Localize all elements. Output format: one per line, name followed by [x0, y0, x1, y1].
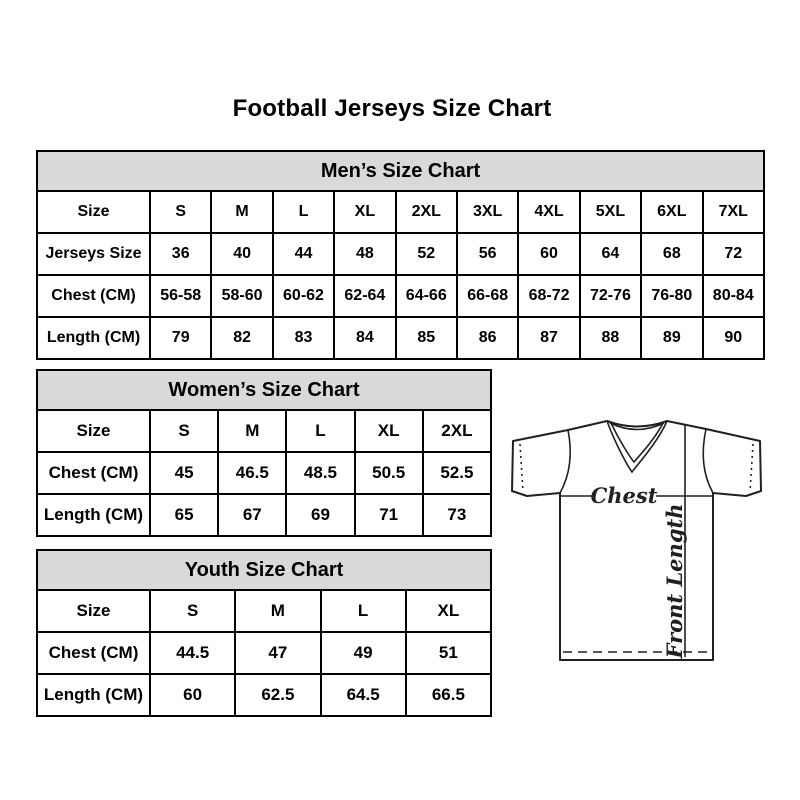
- men-value-cell: 86: [457, 317, 518, 359]
- chest-label: Chest: [590, 483, 658, 508]
- youth-data-row: [37, 674, 491, 716]
- youth-value-cell: 64.5: [321, 674, 406, 716]
- men-value-cell: 84: [334, 317, 395, 359]
- men-value-cell: 66-68: [457, 275, 518, 317]
- mens-size-table: [36, 150, 765, 360]
- men-size-column-header: 2XL: [396, 191, 457, 233]
- men-value-cell: 82: [211, 317, 272, 359]
- men-value-cell: 72-76: [580, 275, 641, 317]
- women-value-cell: 65: [150, 494, 218, 536]
- women-value-cell: 46.5: [218, 452, 286, 494]
- womens-size-table: [36, 369, 492, 537]
- men-value-cell: 56: [457, 233, 518, 275]
- women-row-label: Length (CM): [37, 494, 150, 536]
- youth-row-label: Chest (CM): [37, 632, 150, 674]
- jersey-measurement-diagram: [510, 414, 768, 664]
- men-value-cell: 89: [641, 317, 702, 359]
- women-value-cell: 45: [150, 452, 218, 494]
- women-value-cell: 50.5: [355, 452, 423, 494]
- men-size-column-header: XL: [334, 191, 395, 233]
- men-data-row: [37, 233, 764, 275]
- men-size-row-label: Size: [37, 191, 150, 233]
- women-size-column-header: M: [218, 410, 286, 452]
- men-data-row: [37, 317, 764, 359]
- men-value-cell: 64: [580, 233, 641, 275]
- men-value-cell: 88: [580, 317, 641, 359]
- men-row-label: Chest (CM): [37, 275, 150, 317]
- men-value-cell: 36: [150, 233, 211, 275]
- youth-table-title-row: [37, 550, 491, 590]
- youth-row-label: Length (CM): [37, 674, 150, 716]
- youth-table-title: Youth Size Chart: [37, 550, 491, 590]
- men-value-cell: 48: [334, 233, 395, 275]
- front-length-label: Front Length: [662, 503, 687, 659]
- youth-size-column-header: M: [235, 590, 320, 632]
- women-value-cell: 48.5: [286, 452, 354, 494]
- jersey-outline: [512, 421, 761, 660]
- page-title: Football Jerseys Size Chart: [232, 95, 552, 122]
- men-data-row: [37, 275, 764, 317]
- women-size-column-header: XL: [355, 410, 423, 452]
- youth-value-cell: 60: [150, 674, 235, 716]
- men-value-cell: 87: [518, 317, 579, 359]
- men-size-column-header: 5XL: [580, 191, 641, 233]
- men-value-cell: 60: [518, 233, 579, 275]
- men-table-title-row: [37, 151, 764, 191]
- men-value-cell: 68: [641, 233, 702, 275]
- women-value-cell: 71: [355, 494, 423, 536]
- women-size-column-header: L: [286, 410, 354, 452]
- men-value-cell: 52: [396, 233, 457, 275]
- youth-size-column-header: S: [150, 590, 235, 632]
- men-value-cell: 80-84: [703, 275, 764, 317]
- men-size-column-header: M: [211, 191, 272, 233]
- women-table-title-row: [37, 370, 491, 410]
- men-value-cell: 79: [150, 317, 211, 359]
- men-size-header-row: [37, 191, 764, 233]
- women-data-row: [37, 494, 491, 536]
- women-size-row-label: Size: [37, 410, 150, 452]
- men-value-cell: 72: [703, 233, 764, 275]
- men-size-column-header: 3XL: [457, 191, 518, 233]
- youth-size-column-header: L: [321, 590, 406, 632]
- women-value-cell: 69: [286, 494, 354, 536]
- youth-value-cell: 66.5: [406, 674, 491, 716]
- men-value-cell: 83: [273, 317, 334, 359]
- men-value-cell: 90: [703, 317, 764, 359]
- women-value-cell: 73: [423, 494, 491, 536]
- men-size-column-header: L: [273, 191, 334, 233]
- women-row-label: Chest (CM): [37, 452, 150, 494]
- women-size-column-header: S: [150, 410, 218, 452]
- men-table-title: Men’s Size Chart: [37, 151, 764, 191]
- youth-value-cell: 49: [321, 632, 406, 674]
- men-row-label: Length (CM): [37, 317, 150, 359]
- men-value-cell: 68-72: [518, 275, 579, 317]
- youth-value-cell: 44.5: [150, 632, 235, 674]
- women-value-cell: 52.5: [423, 452, 491, 494]
- women-data-row: [37, 452, 491, 494]
- jersey-illustration: [510, 414, 768, 664]
- women-size-column-header: 2XL: [423, 410, 491, 452]
- men-value-cell: 58-60: [211, 275, 272, 317]
- men-size-column-header: S: [150, 191, 211, 233]
- youth-size-header-row: [37, 590, 491, 632]
- men-value-cell: 62-64: [334, 275, 395, 317]
- men-size-column-header: 4XL: [518, 191, 579, 233]
- youth-value-cell: 62.5: [235, 674, 320, 716]
- youth-value-cell: 51: [406, 632, 491, 674]
- men-value-cell: 76-80: [641, 275, 702, 317]
- men-size-column-header: 6XL: [641, 191, 702, 233]
- men-row-label: Jerseys Size: [37, 233, 150, 275]
- youth-data-row: [37, 632, 491, 674]
- men-value-cell: 56-58: [150, 275, 211, 317]
- youth-size-table: [36, 549, 492, 717]
- men-value-cell: 60-62: [273, 275, 334, 317]
- women-value-cell: 67: [218, 494, 286, 536]
- youth-value-cell: 47: [235, 632, 320, 674]
- men-size-column-header: 7XL: [703, 191, 764, 233]
- youth-size-row-label: Size: [37, 590, 150, 632]
- men-value-cell: 85: [396, 317, 457, 359]
- women-size-header-row: [37, 410, 491, 452]
- men-value-cell: 40: [211, 233, 272, 275]
- women-table-title: Women’s Size Chart: [37, 370, 491, 410]
- youth-size-column-header: XL: [406, 590, 491, 632]
- men-value-cell: 44: [273, 233, 334, 275]
- men-value-cell: 64-66: [396, 275, 457, 317]
